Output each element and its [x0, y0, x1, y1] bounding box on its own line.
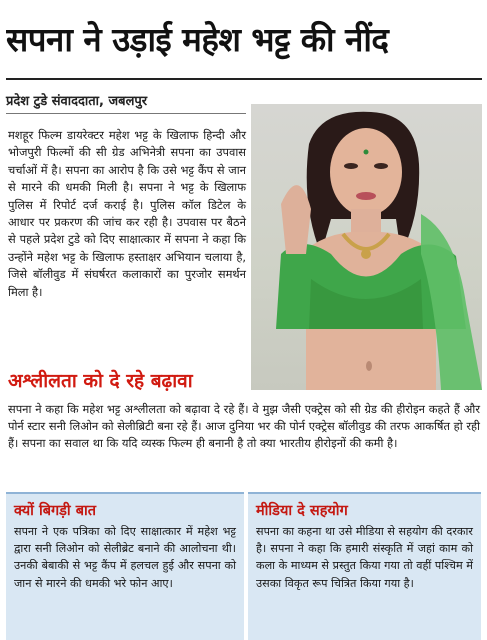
second-paragraph: सपना ने कहा कि महेश भट्ट अश्लीलता को बढ़ावा दे रहे हैं। वे मुझ जैसी एक्ट्रेस को सी ग्रेड की हीरोइन कहते हैं और पोर्न स्टार सनी लिओन को सेलीब्रिटी बना रहे हैं। आज दुनिया भर की पोर्न एक्ट्रेस बॉलीवुड की तरफ आकर्षित हो रही हैं। सपना का सवाल था कि यदि व्यस्क फिल्म ही बनानी है तो क्या भारतीय हीरोइनों की कमी है। — [8, 402, 480, 451]
box-title: क्यों बिगड़ी बात — [14, 503, 97, 519]
sidebar-box-media — [248, 492, 481, 640]
box-text: सपना ने एक पत्रिका को दिए साक्षात्कार में महेश भट्ट द्वारा सनी लिओन को सेलीब्रेट बनाने की आलोचना थी। उनकी बेबाकी से भट्ट कैंप में हलचल हुई और सपना को जान से मारने की धमकी भरे फोन आए। — [14, 525, 236, 590]
headline-rule — [6, 78, 482, 80]
actress-figure-illustration — [251, 104, 482, 390]
byline-rule — [6, 113, 246, 114]
article-photo — [251, 104, 482, 390]
box-title: मीडिया दे सहयोग — [256, 503, 348, 519]
intro-paragraph: मशहूर फिल्म डायरेक्टर महेश भट्ट के खिलाफ हिन्दी और भोजपुरी फिल्मों की सी ग्रेड अभिनेत्री सपना का उपवास चर्चाओं में है। सपना का आरोप है कि उसे भट्ट कैंप से जान से मारने की धमकी मिली है। सपना ने भट्ट के खिलाफ पुलिस में रिपोर्ट दर्ज कराई है। पुलिस कॉल डिटेल के आधार पर प्रकरण की जांच कर रही है। उपवास पर बैठने से पहले प्रदेश टुडे को दिए साक्षात्कार में सपना ने कहा कि उन्होंने महेश भट्ट के खिलाफ हस्ताक्षर अभियान चलाया है, जिसे बॉलीवुड में संघर्षरत कलाकारों का पुरजोर समर्थन मिला है। — [8, 128, 246, 299]
headline: सपना ने उड़ाई महेश भट्ट की नींद — [6, 20, 389, 59]
sidebar-box-why — [6, 492, 244, 640]
box-text: सपना का कहना था उसे मीडिया से सहयोग की दरकार है। सपना ने कहा कि हमारी संस्कृति में जहां काम को कला के माध्यम से प्रस्तुत किया गया तो वहीं पश्चिम में उसका विकृत रूप चित्रित किया गया है। — [256, 525, 473, 590]
byline: प्रदेश टुडे संवाददाता, जबलपुर — [6, 94, 148, 109]
subhead: अश्लीलता को दे रहे बढ़ावा — [8, 370, 193, 392]
